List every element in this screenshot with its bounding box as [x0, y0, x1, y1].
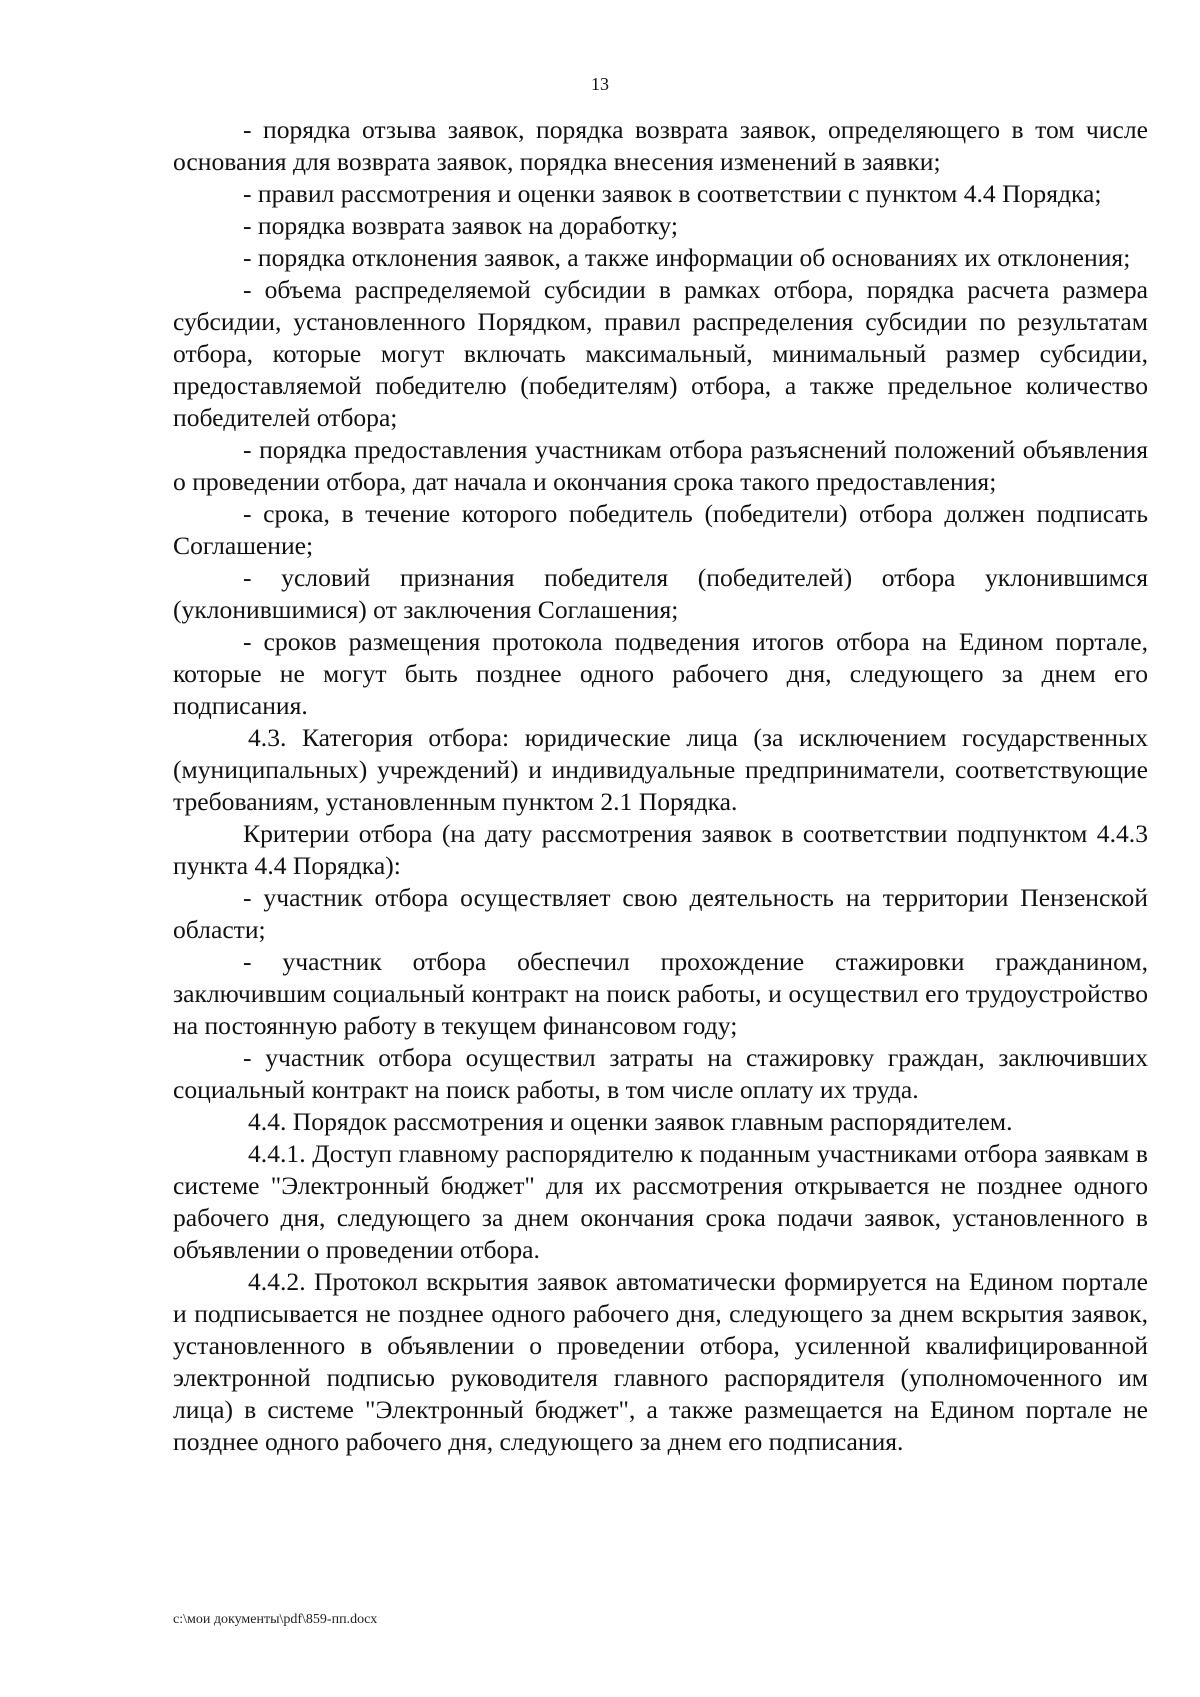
- document-body: [173, 114, 1148, 1458]
- paragraph: - участник отбора обеспечил прохождение стажировки гражданином, заключившим социальный контракт на поиск работы, и осуществил его трудоустройство на постоянную работу в текущем финансовом году;: [173, 947, 1148, 1040]
- paragraph: - участник отбора осуществил затраты на стажировку граждан, заключивших социальный контракт на поиск работы, в том числе оплату их труда.: [173, 1043, 1148, 1104]
- paragraph: - порядка возврата заявок на доработку;: [243, 211, 678, 240]
- paragraph: - срока, в течение которого победитель (победители) отбора должен подписать Соглашение;: [173, 499, 1148, 560]
- paragraph: - условий признания победителя (победителей) отбора уклонившимся (уклонившимися) от заключения Соглашения;: [173, 563, 1148, 624]
- page-number: 13: [591, 74, 609, 94]
- file-path-footer: c:\мои документы\pdf\859-пп.docx: [173, 1612, 378, 1627]
- section-paragraph: 4.4.2. Протокол вскрытия заявок автоматически формируется на Едином портале и подписывается не позднее одного рабочего дня, следующего за днем вскрытия заявок, установленного в объявлении о проведении отбора, усиленной квалифицированной электронной подписью руководителя главного распорядителя (уполномоченного им лица) в системе "Электронный бюджет", а также размещается на Едином портале не позднее одного рабочего дня, следующего за днем его подписания.: [173, 1267, 1148, 1456]
- section-paragraph: 4.4.1. Доступ главному распорядителю к поданным участниками отбора заявкам в системе "Электронный бюджет" для их рассмотрения открывается не позднее одного рабочего дня, следующего за днем окончания срока подачи заявок, установленного в объявлении о проведении отбора.: [173, 1139, 1148, 1264]
- paragraph: - порядка предоставления участникам отбора разъяснений положений объявления о проведении отбора, дат начала и окончания срока такого предоставления;: [173, 435, 1148, 496]
- paragraph: Критерии отбора (на дату рассмотрения заявок в соответствии подпунктом 4.4.3 пункта 4.4 Порядка):: [173, 819, 1148, 880]
- paragraph: - объема распределяемой субсидии в рамках отбора, порядка расчета размера субсидии, установленного Порядком, правил распределения субсидии по результатам отбора, которые могут включать максимальный, минимальный размер субсидии, предоставляемой победителю (победителям) отбора, а также предельное количество победителей отбора;: [173, 275, 1148, 432]
- paragraph: - правил рассмотрения и оценки заявок в соответствии с пунктом 4.4 Порядка;: [243, 179, 1102, 208]
- paragraph: - участник отбора осуществляет свою деятельность на территории Пензенской области;: [173, 883, 1148, 944]
- paragraph: - сроков размещения протокола подведения итогов отбора на Едином портале, которые не могут быть позднее одного рабочего дня, следующего за днем его подписания.: [173, 627, 1148, 720]
- section-paragraph: 4.3. Категория отбора: юридические лица (за исключением государственных (муниципальных) учреждений) и индивидуальные предприниматели, соответствующие требованиям, установленным пунктом 2.1 Порядка.: [173, 723, 1148, 816]
- section-paragraph: 4.4. Порядок рассмотрения и оценки заявок главным распорядителем.: [248, 1107, 1013, 1136]
- paragraph: - порядка отклонения заявок, а также информации об основаниях их отклонения;: [243, 243, 1131, 272]
- paragraph: - порядка отзыва заявок, порядка возврата заявок, определяющего в том числе основания для возврата заявок, порядка внесения изменений в заявки;: [173, 115, 1148, 176]
